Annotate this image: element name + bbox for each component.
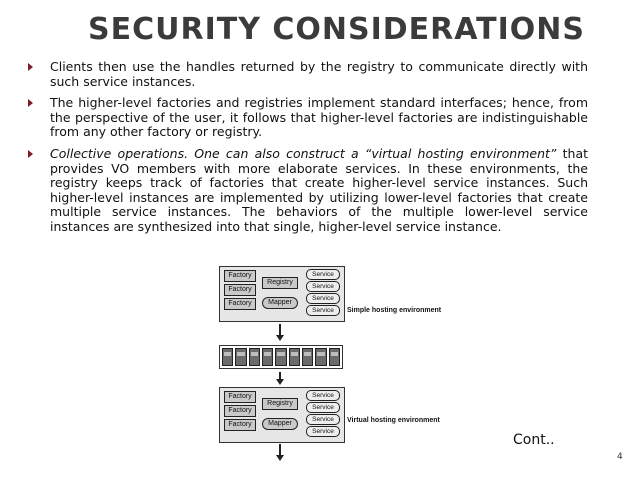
service-box: Service bbox=[306, 293, 340, 304]
server-icon bbox=[275, 348, 286, 366]
bullet-arrow-icon bbox=[28, 99, 33, 107]
simple-hosting-caption: Simple hosting environment bbox=[347, 307, 442, 314]
factory-box: Factory bbox=[224, 391, 256, 403]
service-box: Service bbox=[306, 305, 340, 316]
mapper-box: Mapper bbox=[262, 297, 298, 309]
service-box: Service bbox=[306, 426, 340, 437]
service-box: Service bbox=[306, 402, 340, 413]
server-icon bbox=[289, 348, 300, 366]
bullet-arrow-icon bbox=[28, 150, 33, 158]
server-icon bbox=[315, 348, 326, 366]
bullet-item bbox=[28, 147, 588, 235]
factory-box: Factory bbox=[224, 284, 256, 296]
down-arrow-icon bbox=[276, 335, 284, 341]
service-box: Service bbox=[306, 414, 340, 425]
down-arrow-icon bbox=[276, 379, 284, 385]
bullet-arrow-icon bbox=[28, 63, 33, 71]
server-icon bbox=[262, 348, 273, 366]
registry-box: Registry bbox=[262, 277, 298, 289]
server-icon bbox=[302, 348, 313, 366]
page-number: 4 bbox=[617, 452, 623, 462]
server-icon bbox=[329, 348, 340, 366]
service-box: Service bbox=[306, 390, 340, 401]
server-rack bbox=[219, 345, 343, 369]
mapper-box: Mapper bbox=[262, 418, 298, 430]
continuation-label: Cont.. bbox=[513, 432, 555, 448]
hosting-environment-figure bbox=[219, 266, 457, 471]
bullet-text: The higher-level factories and registries implement standard interfaces; hence, from the perspective of the user, it follows that higher-level factories are indistinguishable from any other factory or registry. bbox=[50, 95, 588, 140]
server-icon bbox=[222, 348, 233, 366]
virtual-hosting-panel bbox=[219, 387, 345, 443]
bullet-text: Clients then use the handles returned by the registry to communicate directly with such service instances. bbox=[50, 59, 588, 89]
registry-box: Registry bbox=[262, 398, 298, 410]
server-icon bbox=[235, 348, 246, 366]
factory-box: Factory bbox=[224, 405, 256, 417]
bullet-item bbox=[28, 60, 588, 89]
bullet-item bbox=[28, 96, 588, 140]
factory-box: Factory bbox=[224, 270, 256, 282]
down-arrow-icon bbox=[276, 455, 284, 461]
service-box: Service bbox=[306, 269, 340, 280]
service-box: Service bbox=[306, 281, 340, 292]
factory-box: Factory bbox=[224, 298, 256, 310]
factory-box: Factory bbox=[224, 419, 256, 431]
bullet-list bbox=[28, 60, 588, 242]
slide-title: SECURITY CONSIDERATIONS bbox=[88, 12, 585, 47]
virtual-hosting-caption: Virtual hosting environment bbox=[347, 417, 440, 424]
bullet-text: that provides VO members with more elaborate services. In these environments, the registry keeps track of factories that create higher-level service instances. Such higher-level instances are implemented by utilizing lower-level factories that create multiple service instances. The behaviors of the multiple lower-level service instances are synthesized into that single, higher-level service instance. bbox=[50, 145, 589, 234]
server-icon bbox=[249, 348, 260, 366]
simple-hosting-panel bbox=[219, 266, 345, 322]
bullet-emphasis: Collective operations. One can also construct a “virtual hosting environment” bbox=[50, 145, 557, 161]
